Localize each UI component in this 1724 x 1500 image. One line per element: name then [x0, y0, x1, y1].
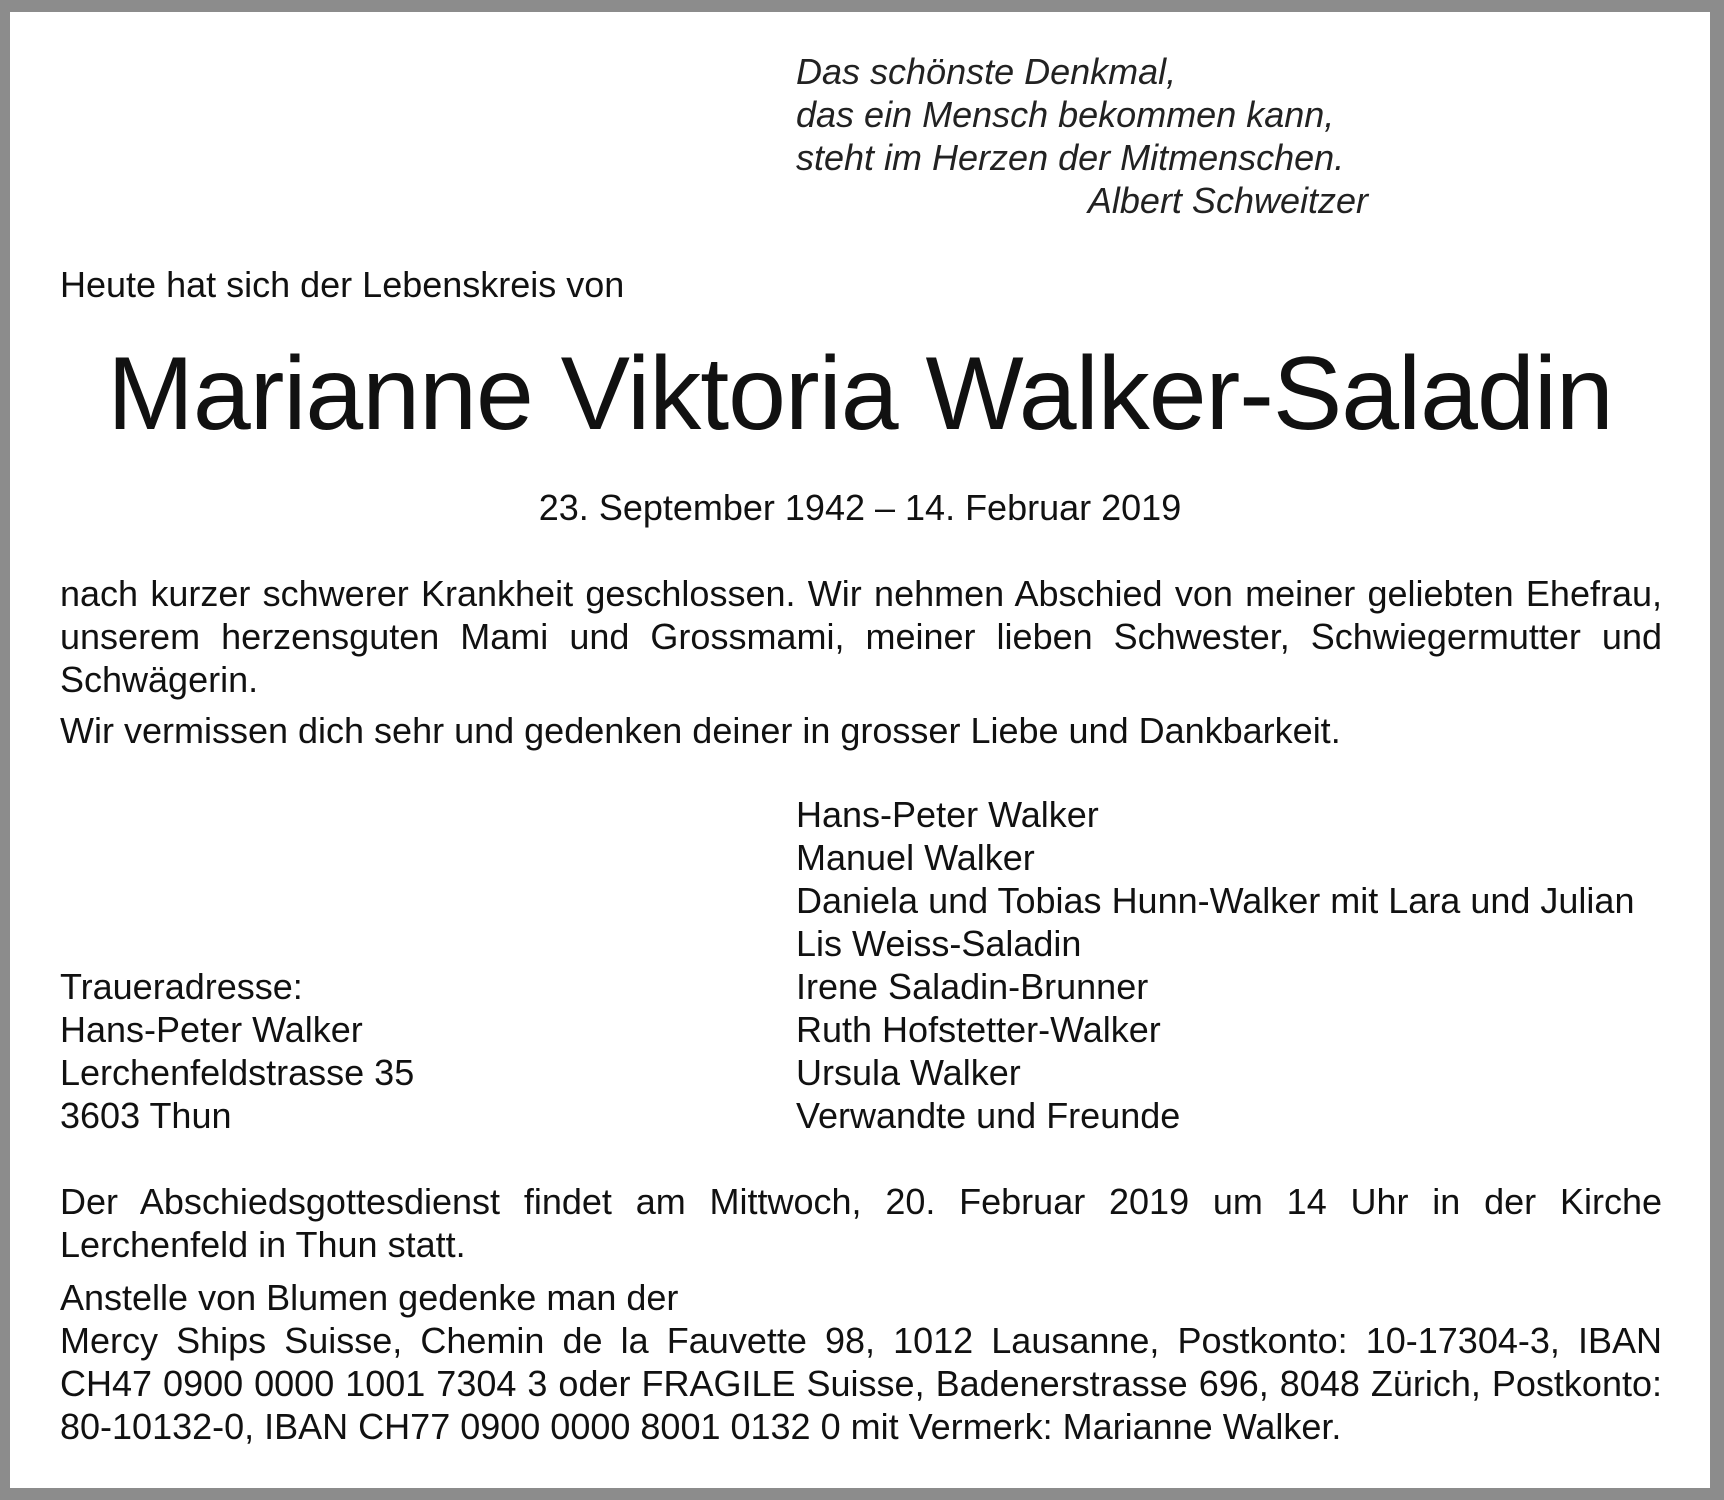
donation-lead: Anstelle von Blumen gedenke man der	[60, 1277, 679, 1318]
address-label: Traueradresse:	[60, 966, 303, 1007]
address-name: Hans-Peter Walker	[60, 1009, 363, 1050]
mourner-name: Hans-Peter Walker	[796, 794, 1099, 835]
mourners-list	[796, 793, 1634, 1137]
mourner-name: Irene Saladin-Brunner	[796, 966, 1149, 1007]
motto-author: Albert Schweitzer	[1087, 180, 1368, 221]
address-city: 3603 Thun	[60, 1095, 232, 1136]
mourner-name: Ursula Walker	[796, 1052, 1021, 1093]
donation-paragraph	[60, 1276, 1662, 1448]
motto-quote	[796, 50, 1368, 222]
gratitude-paragraph: Wir vermissen dich sehr und gedenken deiner in grosser Liebe und Dankbarkeit.	[60, 710, 1341, 751]
mourner-name: Verwandte und Freunde	[796, 1095, 1181, 1136]
mourner-name: Lis Weiss-Saladin	[796, 923, 1082, 964]
motto-line: das ein Mensch bekommen kann,	[796, 94, 1335, 135]
mourner-name: Manuel Walker	[796, 837, 1035, 878]
motto-line: steht im Herzen der Mitmenschen.	[796, 137, 1345, 178]
donation-details: Mercy Ships Suisse, Chemin de la Fauvette 98, 1012 Lausanne, Postkonto: 10-17304-3, IBAN CH47 0900 0000 1001 7304 3 oder FRAGILE Suisse, Badenerstrasse 696, 8048 Zürich, Postkonto: 80-10132-0, IBAN CH77 0900 0000 8001 0132 0 mit Vermerk: Marianne Walker.	[60, 1320, 1662, 1447]
obituary-page	[10, 12, 1710, 1488]
mourning-address	[60, 965, 414, 1137]
address-street: Lerchenfeldstrasse 35	[60, 1052, 415, 1093]
mourner-name: Daniela und Tobias Hunn-Walker mit Lara und Julian	[796, 880, 1635, 921]
service-paragraph: Der Abschiedsgottesdienst findet am Mittwoch, 20. Februar 2019 um 14 Uhr in der Kirche Lerchenfeld in Thun statt.	[60, 1181, 1662, 1265]
life-dates: 23. September 1942 – 14. Februar 2019	[538, 487, 1182, 528]
deceased-name: Marianne Viktoria Walker-Saladin	[107, 336, 1613, 452]
mourner-name: Ruth Hofstetter-Walker	[796, 1009, 1161, 1050]
farewell-paragraph: nach kurzer schwerer Krankheit geschlossen. Wir nehmen Abschied von meiner geliebten Ehefrau, unserem herzensguten Mami und Grossmami, meiner lieben Schwester, Schwiegermutter und Schwägerin.	[60, 573, 1662, 700]
intro-text: Heute hat sich der Lebenskreis von	[60, 264, 625, 305]
motto-line: Das schönste Denkmal,	[796, 51, 1177, 92]
